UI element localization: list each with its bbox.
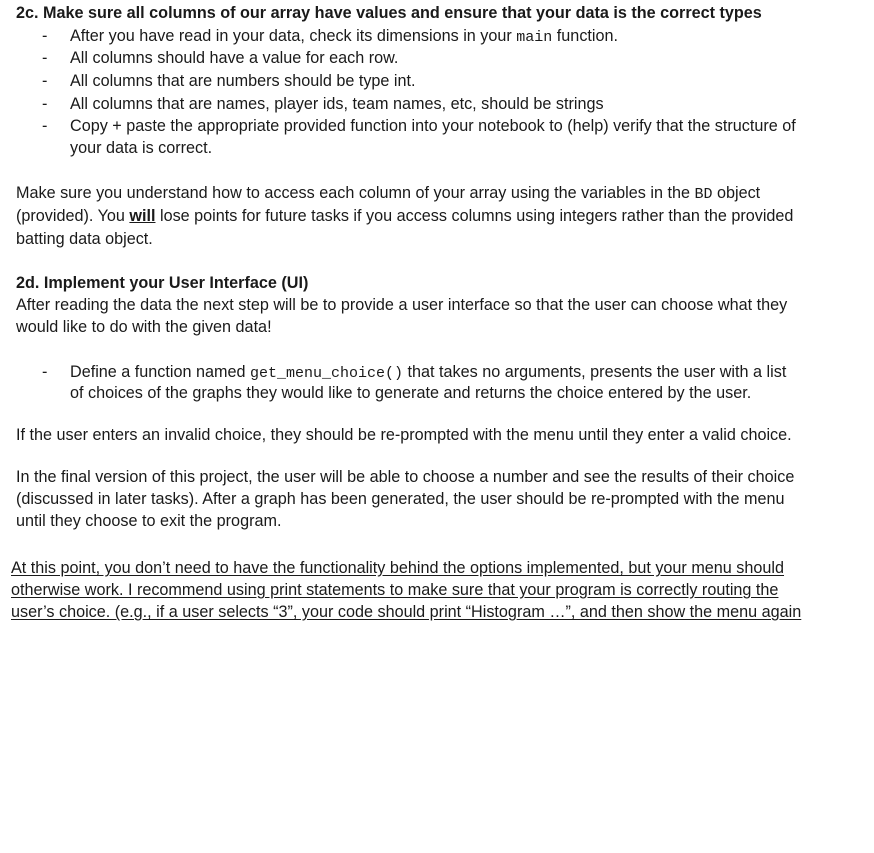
note-line3: user’s choice. (e.g., if a user selects “3”, your code should print “Histogram …”, and then show the menu again — [11, 603, 802, 621]
final-version-line2: (discussed in later tasks). After a graph has been generated, the user should be re-prompted with the menu — [16, 490, 785, 508]
access-columns-line2 — [16, 206, 793, 226]
bullet-get-menu-choice-line1 — [70, 362, 786, 384]
access-columns-line1 — [16, 183, 760, 205]
para-text: object — [712, 184, 761, 202]
bullet-text: function. — [552, 27, 619, 45]
section-2c-heading: 2c. Make sure all columns of our array have values and ensure that your data is the correct types — [16, 4, 762, 22]
final-version-line1: In the final version of this project, the user will be able to choose a number and see the results of their choice — [16, 468, 795, 486]
bullet-get-menu-choice-line2: of choices of the graphs they would like to generate and returns the choice entered by the user. — [70, 384, 752, 402]
code-bd: BD — [694, 186, 713, 203]
bullet-numbers-int: All columns that are numbers should be type int. — [70, 72, 416, 90]
bullet-text: that takes no arguments, presents the user with a list — [403, 363, 787, 381]
bullet-marker: - — [42, 72, 48, 90]
code-get-menu-choice: get_menu_choice() — [249, 365, 404, 382]
bullet-marker: - — [42, 363, 48, 381]
bullet-marker: - — [42, 27, 48, 45]
bullet-text: Define a function named — [70, 363, 250, 381]
ui-intro-line2: would like to do with the given data! — [16, 318, 272, 336]
para-text: Make sure you understand how to access each column of your array using the variables in the — [16, 184, 695, 202]
emphasis-will: will — [129, 207, 156, 225]
bullet-names-strings: All columns that are names, player ids, team names, etc, should be strings — [70, 95, 604, 113]
ui-intro-line1: After reading the data the next step will be to provide a user interface so that the user can choose what they — [16, 296, 788, 314]
bullet-copy-paste-line2: your data is correct. — [70, 139, 213, 157]
final-version-line3: until they choose to exit the program. — [16, 512, 282, 530]
bullet-marker: - — [42, 49, 48, 67]
para-text: lose points for future tasks if you access columns using integers rather than the provided — [155, 207, 794, 225]
para-text: (provided). You — [16, 207, 130, 225]
access-columns-line3: batting data object. — [16, 230, 153, 248]
bullet-columns-values: All columns should have a value for each row. — [70, 49, 399, 67]
note-line1: At this point, you don’t need to have the functionality behind the options implemented, but your menu should — [11, 559, 785, 577]
invalid-choice-paragraph: If the user enters an invalid choice, they should be re-prompted with the menu until they enter a valid choice. — [16, 426, 792, 444]
note-line2: otherwise work. I recommend using print statements to make sure that your program is correctly routing the — [11, 581, 779, 599]
section-2d-heading: 2d. Implement your User Interface (UI) — [16, 274, 309, 292]
bullet-copy-paste-line1: Copy + paste the appropriate provided function into your notebook to (help) verify that the structure of — [70, 117, 796, 135]
code-main: main — [516, 29, 553, 46]
bullet-marker: - — [42, 117, 48, 135]
bullet-text: After you have read in your data, check its dimensions in your — [70, 27, 517, 45]
bullet-check-dimensions — [70, 26, 618, 48]
bullet-marker: - — [42, 95, 48, 113]
